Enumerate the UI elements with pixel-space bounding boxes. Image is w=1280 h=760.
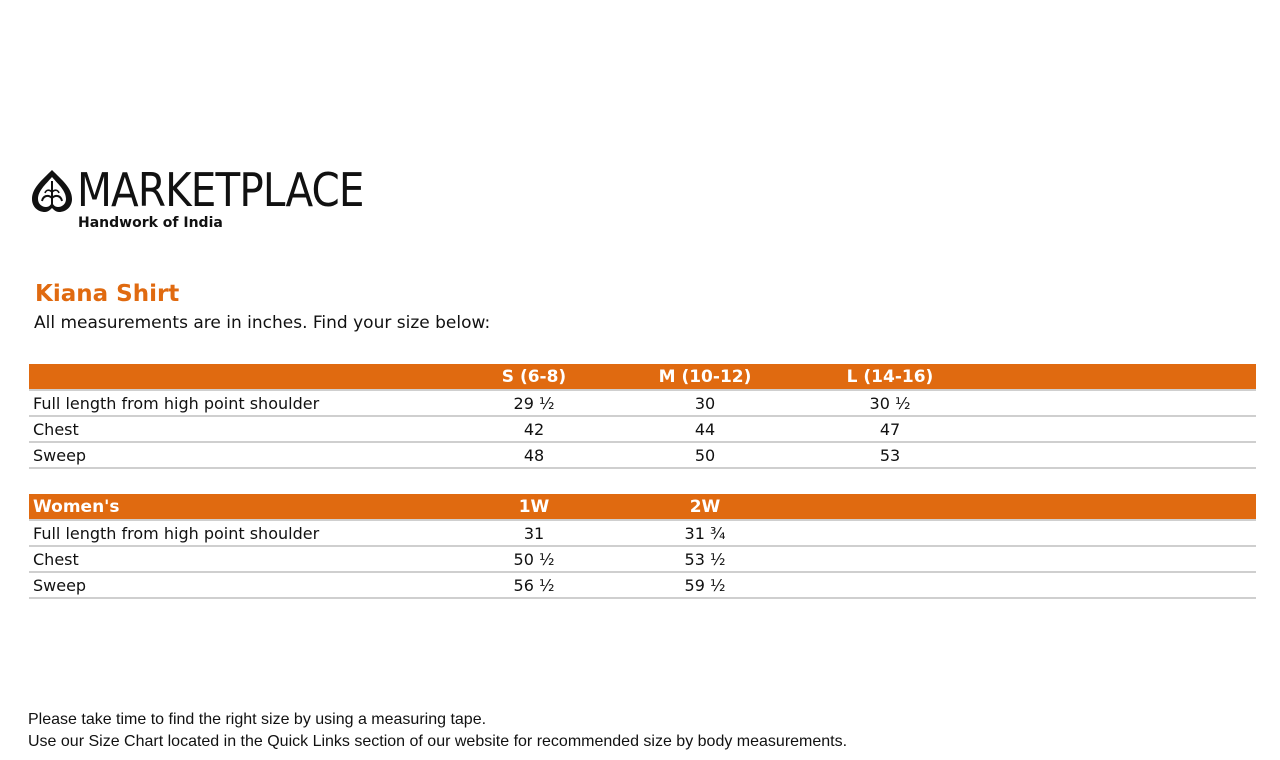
leaf-mark-icon xyxy=(30,168,74,214)
footer-notes xyxy=(28,709,847,753)
row-label: Chest xyxy=(33,550,79,569)
table-cell: 48 xyxy=(523,446,545,465)
footer-note-size-chart: Use our Size Chart located in the Quick Links section of our website for recommended size by body measurements. xyxy=(28,733,848,750)
table-row xyxy=(29,521,1256,547)
table-cell: 56 ½ xyxy=(513,576,555,595)
table-cell: 30 xyxy=(694,394,716,413)
table-cell: 44 xyxy=(694,420,716,439)
table-cell: 31 ¾ xyxy=(684,524,726,543)
table-header-row xyxy=(29,494,1256,521)
brand-name: MARKETPLACE xyxy=(77,163,364,217)
size-table-regular xyxy=(29,364,1256,469)
table-cell: 50 xyxy=(694,446,716,465)
header-cell-womens: Women's xyxy=(33,497,120,517)
row-label: Full length from high point shoulder xyxy=(33,524,320,543)
row-label: Chest xyxy=(33,420,79,439)
row-label: Sweep xyxy=(33,576,87,595)
header-cell-size-m: M (10-12) xyxy=(658,367,752,387)
table-header-row xyxy=(29,364,1256,391)
table-row xyxy=(29,573,1256,599)
size-table-womens xyxy=(29,494,1256,599)
brand-tagline: Handwork of India xyxy=(78,215,223,231)
header-cell-size-l: L (14-16) xyxy=(846,367,934,387)
table-row xyxy=(29,391,1256,417)
footer-note-measuring: Please take time to find the right size by using a measuring tape. xyxy=(28,711,487,728)
table-cell: 59 ½ xyxy=(684,576,726,595)
row-label: Sweep xyxy=(33,446,87,465)
table-cell: 42 xyxy=(523,420,545,439)
table-row xyxy=(29,417,1256,443)
row-label: Full length from high point shoulder xyxy=(33,394,320,413)
table-row xyxy=(29,547,1256,573)
table-cell: 30 ½ xyxy=(869,394,911,413)
table-cell: 53 xyxy=(879,446,901,465)
measurement-note: All measurements are in inches. Find your size below: xyxy=(34,313,491,333)
header-cell-size-2w: 2W xyxy=(689,497,721,517)
table-cell: 47 xyxy=(879,420,901,439)
table-cell: 53 ½ xyxy=(684,550,726,569)
header-cell-size-s: S (6-8) xyxy=(501,367,567,387)
table-cell: 31 xyxy=(523,524,545,543)
header-cell-size-1w: 1W xyxy=(518,497,550,517)
table-cell: 29 ½ xyxy=(513,394,555,413)
table-row xyxy=(29,443,1256,469)
table-cell: 50 ½ xyxy=(513,550,555,569)
product-title: Kiana Shirt xyxy=(35,281,180,307)
